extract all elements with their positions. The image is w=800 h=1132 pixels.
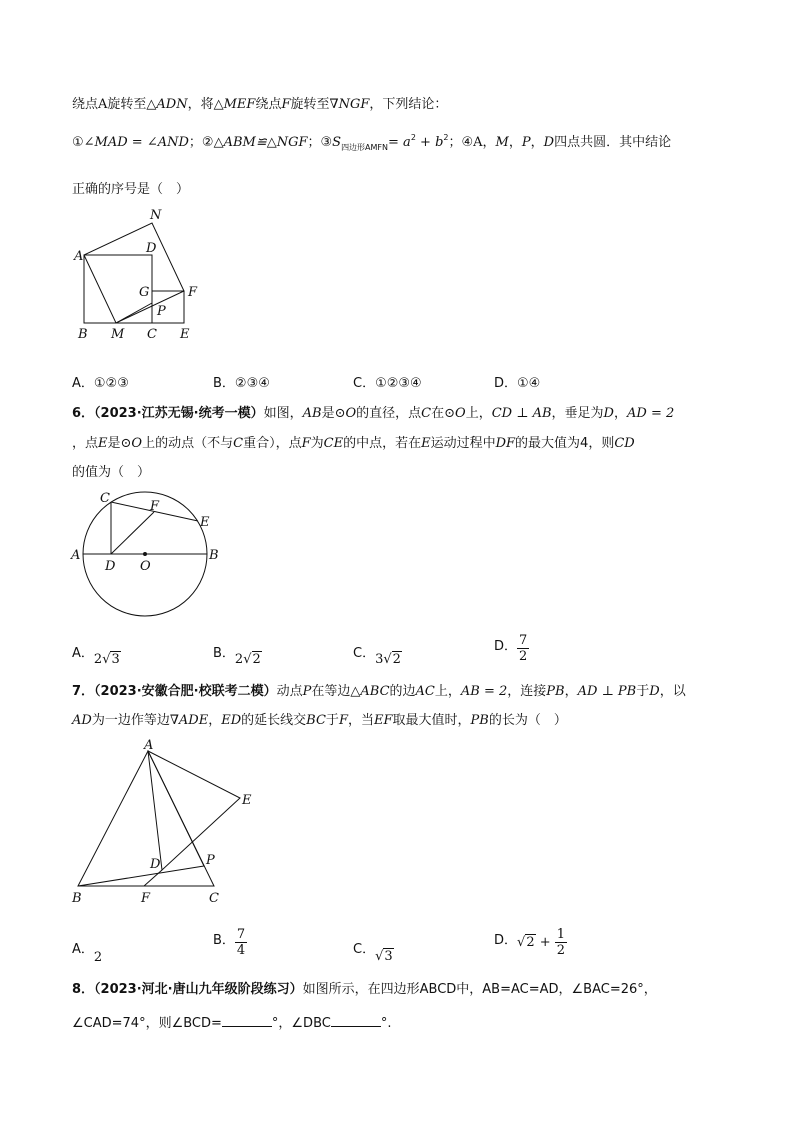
q5-label-g: G — [139, 285, 150, 300]
q7-option-c[interactable]: C．√3 — [353, 942, 393, 964]
q7-label-d: D — [150, 857, 161, 872]
q6-line-3: 的值为（ ） — [72, 465, 151, 480]
q6-label-o: O — [140, 559, 151, 574]
q5-label-b: B — [78, 327, 88, 342]
q6-number: 6． — [72, 406, 95, 421]
q6-center-dot — [143, 552, 147, 556]
q7-triangle-abc — [78, 751, 214, 886]
q5-line-3: 正确的序号是（ ） — [72, 182, 190, 197]
q5-label-e: E — [180, 327, 190, 342]
q7-source: （2023·安徽合肥·校联考二模） — [94, 684, 277, 699]
q7-triangle-ade — [148, 751, 240, 870]
q6-figure — [64, 486, 234, 626]
q5-figure — [66, 205, 216, 345]
q7-label-f: F — [141, 891, 151, 906]
q5-line-1: 绕点A旋转至△ADN，将△MEF绕点F旋转至∇NGF，下列结论： — [72, 97, 448, 112]
q5-label-n: N — [150, 208, 162, 223]
q7-label-a: A — [144, 738, 154, 753]
q8-line-1: 8．（2023·河北·唐山九年级阶段练习）如图所示，在四边形ABCD中，AB=AC=AD，∠BAC=26°， — [72, 982, 657, 997]
q7-label-c: C — [209, 891, 219, 906]
q7-segment-ap — [148, 751, 204, 866]
q8-line-2: ∠CAD=74°，则∠BCD= °，∠DBC °. — [72, 1012, 391, 1034]
q5-segment-mp — [116, 303, 152, 323]
q5-option-c[interactable]: C．①②③④ — [353, 376, 422, 391]
q8-blank-dbc[interactable] — [331, 1012, 381, 1027]
q5-label-c: C — [147, 327, 157, 342]
q7-option-d[interactable]: D．√2 + $\frac{1}{2}$ — [494, 927, 566, 958]
q5-label-a: A — [74, 249, 84, 264]
q5-label-p: P — [157, 304, 166, 319]
q6-option-a[interactable]: A．2√3 — [72, 646, 120, 667]
q7-label-p: P — [206, 853, 215, 868]
q5-option-b[interactable]: B．②③④ — [213, 376, 270, 391]
q7-number: 7． — [72, 684, 95, 699]
q6-label-d: D — [105, 559, 116, 574]
q6-option-c[interactable]: C．3√2 — [353, 646, 401, 667]
q5-label-m: M — [111, 327, 125, 342]
q7-label-e: E — [242, 793, 252, 808]
q5-label-d: D — [146, 241, 157, 256]
q7-line-2: AD为一边作等边∇ADE，ED的延长线交BC于F，当EF取最大值时，PB的长为（ ） — [72, 713, 567, 728]
q7-label-b: B — [72, 891, 82, 906]
q7-option-b[interactable]: B． $\frac{7}{4}$ — [213, 927, 246, 958]
q8-source: （2023·河北·唐山九年级阶段练习） — [94, 982, 303, 997]
q6-label-c: C — [100, 491, 110, 506]
q5-line-2: ①∠MAD = ∠AND；②△ABM≌△NGF；$③S_{四边形AMFN}= a^2 + b^2$；④A，M，P，D四点共圆．其中结论 — [72, 133, 672, 152]
q6-segment-df — [111, 512, 154, 554]
q6-label-b: B — [209, 548, 219, 563]
q5-option-a[interactable]: A．①②③ — [72, 376, 129, 391]
q8-number: 8． — [72, 982, 95, 997]
q6-label-f: F — [150, 499, 160, 514]
q6-line-2: ，点E是⊙O上的动点（不与C重合），点F为CE的中点，若在E运动过程中DF的最大值为4，则CD — [72, 436, 635, 451]
q7-segment-df — [144, 870, 162, 886]
q7-option-a[interactable]: A．2 — [72, 942, 103, 965]
q6-label-e: E — [200, 515, 210, 530]
q5-quad-amfn — [84, 223, 184, 323]
q7-line-1: 7．（2023·安徽合肥·校联考二模）动点P在等边△ABC的边AC上，AB = 2，连接PB，AD ⊥ PB于D，以 — [72, 684, 686, 699]
q7-figure — [64, 738, 264, 910]
q5-option-d[interactable]: D．①④ — [494, 376, 541, 391]
q8-blank-bcd[interactable] — [222, 1012, 272, 1027]
q6-label-a: A — [71, 548, 81, 563]
q6-line-1: 6．（2023·江苏无锡·统考一模）如图，AB是⊙O的直径，点C在⊙O上，CD ⊥ AB，垂足为D，AD = 2 — [72, 406, 675, 421]
q6-source: （2023·江苏无锡·统考一模） — [94, 406, 264, 421]
q6-option-b[interactable]: B．2√2 — [213, 646, 261, 667]
q7-segment-bp — [78, 866, 204, 886]
q5-label-f: F — [188, 285, 198, 300]
q6-option-d[interactable]: D． $\frac{7}{2}$ — [494, 633, 528, 664]
